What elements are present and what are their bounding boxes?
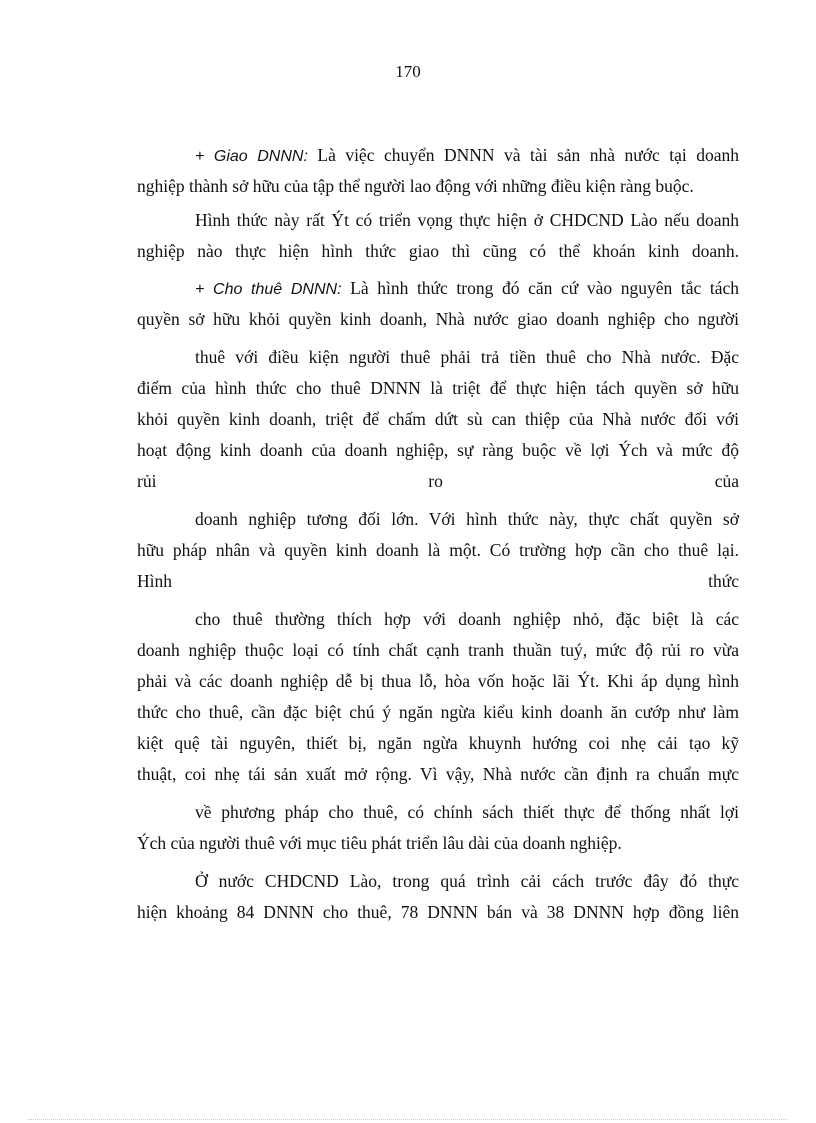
text-line: doanh nghiệp thuộc loại có tính chất cạnh tranh thuần tuý, mức độ rủi ro vừa [137,640,739,660]
text-line: doanh nghiệp tương đối lớn. Với hình thức này, thực chất quyền sở [195,509,739,529]
text-line: cho thuê thường thích hợp với doanh nghiệp nhỏ, đặc biệt là các [195,609,739,629]
inline-heading: + Giao DNNN: [195,148,308,165]
text-line: hiện khoảng 84 DNNN cho thuê, 78 DNNN bán và 38 DNNN hợp đồng liên [137,902,739,922]
text-line: về phương pháp cho thuê, có chính sách thiết thực để thống nhất lợi [195,802,739,822]
text-line: thuật, coi nhẹ tái sản xuất mở rộng. Vì vậy, Nhà nước cần định ra chuẩn mực [137,764,739,784]
page-bottom-border [28,1119,788,1120]
text-line: thức cho thuê, cần đặc biệt chú ý ngăn ngừa kiểu kinh doanh ăn cướp như làm [137,702,739,722]
page-number: 170 [395,62,421,81]
text-line: kiệt quệ tài nguyên, thiết bị, ngăn ngừa khuynh hướng coi nhẹ cải tạo kỹ [137,733,739,753]
text-line: + Giao DNNN: Là việc chuyển DNNN và tài sản nhà nước tại doanh [195,145,739,165]
text-line: rủi ro của [137,471,739,491]
text-line: quyền sở hữu khỏi quyền kinh doanh, Nhà nước giao doanh nghiệp cho người [137,309,739,329]
text-line: hữu pháp nhân và quyền kinh doanh là một. Có trường hợp cần cho thuê lại. [137,540,739,560]
text-line: thuê với điều kiện người thuê phải trả tiền thuê cho Nhà nước. Đặc [195,347,739,367]
text-line: Hình thức [137,571,739,591]
text-line: khỏi quyền kinh doanh, triệt để chấm dứt sù can thiệp của Nhà nước đối với [137,409,739,429]
text-line: + Cho thuê DNNN: Là hình thức trong đó căn cứ vào nguyên tắc tách [195,278,739,298]
text-line: Ở nước CHDCND Lào, trong quá trình cải cách trước đây đó thực [195,871,739,891]
text-line: điểm của hình thức cho thuê DNNN là triệt để thực hiện tách quyền sở hữu [137,378,739,398]
text-line: phải và các doanh nghiệp dễ bị thua lỗ, hòa vốn hoặc lãi Ýt. Khi áp dụng hình [137,671,739,691]
text-line: nghiệp nào thực hiện hình thức giao thì cũng có thể khoán kinh doanh. [137,241,739,261]
text-line: nghiệp thành sở hữu của tập thể người lao động với những điều kiện ràng buộc. [137,176,694,196]
text-line: Ých của người thuê với mục tiêu phát triển lâu dài của doanh nghiệp. [137,833,622,853]
text-line: hoạt động kinh doanh của doanh nghiệp, sự ràng buộc về lợi Ých và mức độ [137,440,739,460]
inline-heading: + Cho thuê DNNN: [195,281,342,298]
text-line: Hình thức này rất Ýt có triển vọng thực hiện ở CHDCND Lào nếu doanh [195,210,739,230]
